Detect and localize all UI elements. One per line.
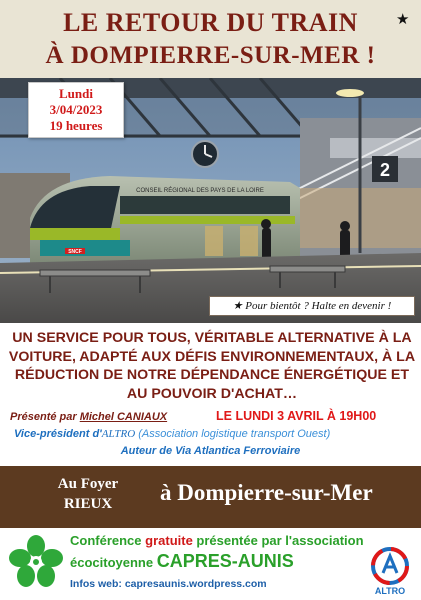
venue-town: à Dompierre-sur-Mer: [160, 480, 373, 505]
date-day: Lundi: [59, 86, 93, 101]
vp-org: ALTRO: [101, 428, 136, 440]
date-value: 3/04/2023: [49, 102, 103, 117]
train-livery-text: CONSEIL RÉGIONAL DES PAYS DE LA LOIRE: [136, 188, 264, 194]
conf-a: Conférence: [70, 533, 146, 548]
conf-b: présentée par l'association: [192, 533, 364, 548]
website-info: Infos web: capresaunis.wordpress.com: [70, 578, 267, 590]
conference-line-2: [70, 551, 294, 572]
conf-c: écocitoyenne: [70, 555, 157, 570]
author-line: Auteur de Via Atlantica Ferroviaire: [120, 445, 301, 457]
altro-logo-text: ALTRO: [374, 586, 406, 596]
venue-line-2: RIEUX: [63, 496, 113, 512]
presenter-name: Michel CANIAUX: [79, 411, 168, 423]
presenter-prefix: Présenté par: [10, 411, 80, 423]
conference-line-1: [70, 533, 364, 548]
star-icon: ★: [396, 11, 410, 28]
vp-assoc: (Association logistique transport Ouest): [135, 428, 331, 440]
vp-prefix: Vice-président d': [14, 428, 102, 440]
event-date: LE LUNDI 3 AVRIL À 19H00: [216, 409, 377, 423]
association-name: CAPRES-AUNIS: [156, 551, 294, 571]
date-box: [28, 82, 124, 138]
conf-free: gratuite: [145, 533, 193, 548]
venue-line-1: Au Foyer: [57, 476, 119, 492]
photo-caption: ★ Pour bientôt ? Halte en devenir !: [209, 296, 415, 316]
sncf-logo: SNCF: [68, 249, 82, 255]
main-description: UN SERVICE POUR TOUS, VÉRITABLE ALTERNATIVE À LA VOITURE, ADAPTÉ AUX DÉFIS ENVIRONNEMENTAUX, À LA RÉDUCTION DE NOTRE DÉPENDANCE ÉNERGÉTIQUE ET AU POUVOIR D'ACHAT…: [8, 330, 416, 402]
altro-logo-icon: [366, 544, 414, 596]
platform-number: 2: [379, 160, 391, 180]
date-time: 19 heures: [49, 118, 103, 133]
venue-name: [38, 474, 138, 514]
capres-aunis-logo-icon: [8, 534, 64, 590]
title-line-1: LE RETOUR DU TRAIN: [63, 8, 358, 37]
vice-president-line: [14, 428, 414, 440]
presenter-line: [10, 411, 167, 423]
title-line-2: À DOMPIERRE-SUR-MER !: [45, 42, 376, 69]
